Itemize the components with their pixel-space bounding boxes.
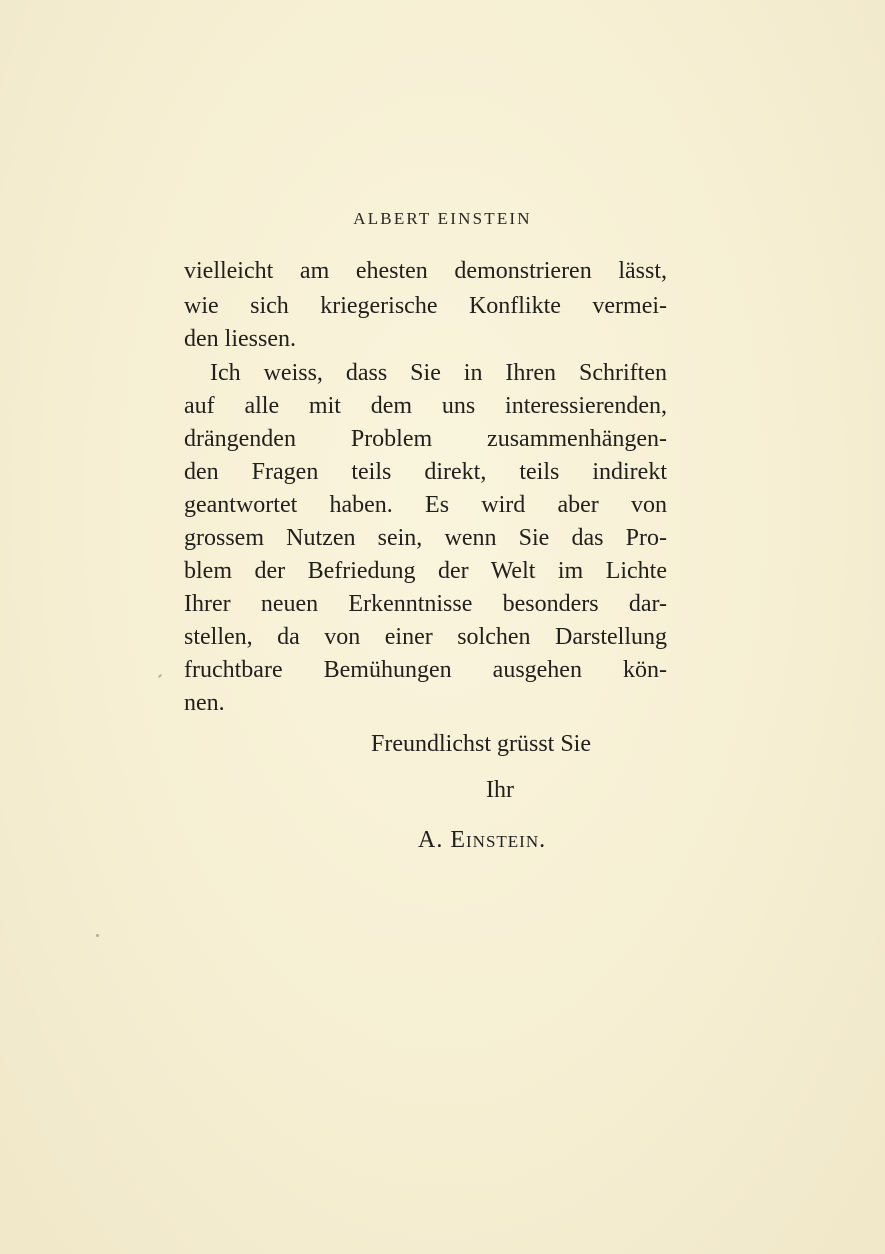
body-line: stellen, da von einer solchen Darstellung [184,624,667,650]
body-line: drängenden Problem zusammenhängen- [184,426,667,452]
margin-mark [158,674,162,678]
body-line: nen. [184,690,225,716]
signature [418,825,546,855]
body-line: auf alle mit dem uns interessierenden, [184,393,667,419]
speck-mark [96,934,99,937]
body-line: den liessen. [184,326,296,352]
signature-initial: A. [418,827,444,853]
body-line: Ich weiss, dass Sie in Ihren Schriften [210,360,667,386]
running-head: ALBERT EINSTEIN [353,209,532,228]
body-line: blem der Befriedung der Welt im Lichte [184,558,667,584]
body-line: Ihrer neuen Erkenntnisse besonders dar- [184,591,667,617]
body-line: fruchtbare Bemühungen ausgehen kön- [184,657,667,683]
body-line: grossem Nutzen sein, wenn Sie das Pro- [184,525,667,551]
closing-ihr: Ihr [486,777,514,803]
closing-greeting: Freundlichst grüsst Sie [371,731,591,757]
body-line: vielleicht am ehesten demonstrieren lässt, [184,258,667,284]
signature-name: Einstein. [450,827,547,853]
body-line: den Fragen teils direkt, teils indirekt [184,459,667,485]
body-line: wie sich kriegerische Konflikte vermei- [184,293,667,319]
body-line: geantwortet haben. Es wird aber von [184,492,667,518]
